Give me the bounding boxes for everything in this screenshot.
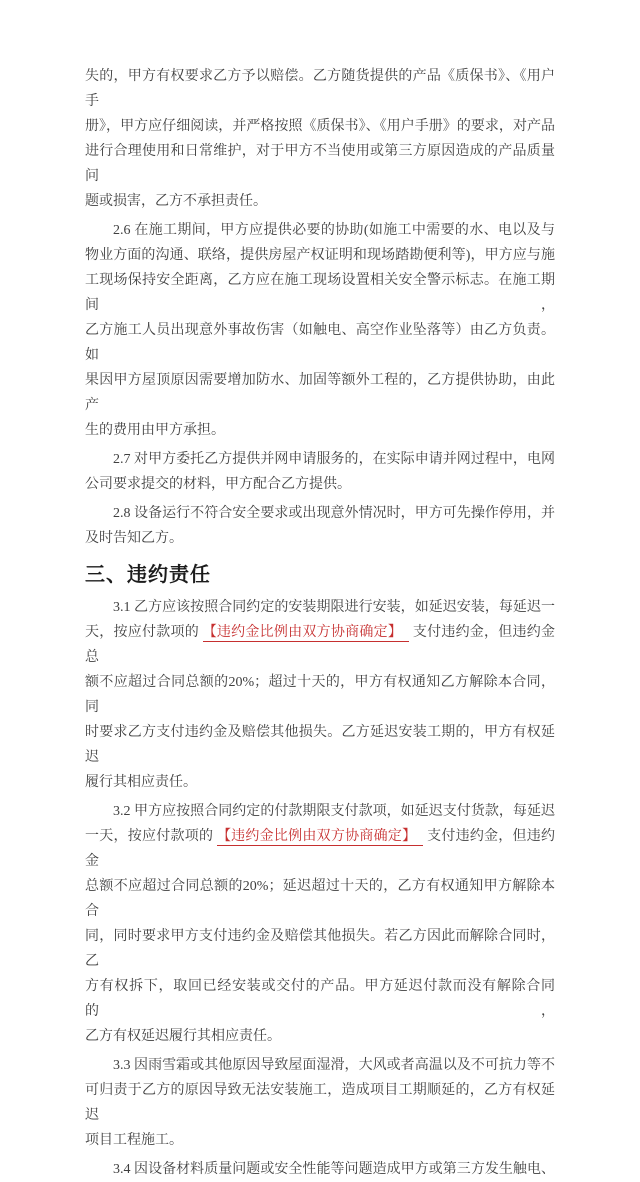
text-line: 2.8 设备运行不符合安全要求或出现意外情况时，甲方可先操作停用，并 bbox=[113, 506, 555, 521]
paragraph-3-3 bbox=[85, 1053, 555, 1153]
text-line bbox=[85, 620, 555, 670]
text-line: 3.4 因设备材料质量问题或安全性能等问题造成甲方或第三方发生触电、 bbox=[113, 1162, 555, 1177]
paragraph-quality-warranty-continuation bbox=[85, 64, 555, 214]
text-line: 同，同时要求甲方支付违约金及赔偿其他损失。若乙方因此而解除合同时，乙 bbox=[85, 929, 555, 969]
text-line bbox=[85, 824, 555, 874]
paragraph-3-2 bbox=[85, 799, 555, 1049]
text-line: 方有权拆下，取回已经安装或交付的产品。甲方延迟付款而没有解除合同的， bbox=[85, 979, 555, 1019]
text-line: 乙方施工人员出现意外事故伤害（如触电、高空作业坠落等）由乙方负责。如 bbox=[85, 323, 555, 363]
text-line: 果因甲方屋顶原因需要增加防水、加固等额外工程的，乙方提供协助，由此产 bbox=[85, 373, 555, 413]
negotiation-placeholder: 【违约金比例由双方协商确定】 bbox=[217, 829, 423, 846]
text-line: 及时告知乙方。 bbox=[85, 531, 183, 546]
text-segment: 一天，按应付款项的 bbox=[85, 829, 217, 844]
text-line: 生的费用由甲方承担。 bbox=[85, 423, 225, 438]
text-line: 3.3 因雨雪霜或其他原因导致屋面湿滑，大风或者高温以及不可抗力等不 bbox=[113, 1058, 555, 1073]
text-line: 物业方面的沟通、联络，提供房屋产权证明和现场踏勘便利等)，甲方应与施 bbox=[85, 248, 555, 263]
text-line: 工现场保持安全距离，乙方应在施工现场设置相关安全警示标志。在施工期间， bbox=[85, 273, 555, 313]
text-line: 时要求乙方支付违约金及赔偿其他损失。乙方延迟安装工期的，甲方有权延迟 bbox=[85, 725, 555, 765]
text-line: 2.7 对甲方委托乙方提供并网申请服务的，在实际申请并网过程中，电网 bbox=[113, 452, 555, 467]
text-line: 乙方有权延迟履行其相应责任。 bbox=[85, 1029, 281, 1044]
section-heading-breach-liability: 三、违约责任 bbox=[85, 562, 211, 586]
text-line: 公司要求提交的材料，甲方配合乙方提供。 bbox=[85, 477, 351, 492]
paragraph-2-8 bbox=[85, 501, 555, 551]
paragraph-3-4 bbox=[85, 1157, 555, 1182]
text-line: 题或损害，乙方不承担责任。 bbox=[85, 194, 267, 209]
text-segment: 支付违约金，但违约金总 bbox=[85, 625, 555, 665]
text-line: 2.6 在施工期间，甲方应提供必要的协助(如施工中需要的水、电以及与 bbox=[113, 223, 555, 238]
text-line: 履行其相应责任。 bbox=[85, 775, 197, 790]
text-line: 3.2 甲方应按照合同约定的付款期限支付款项，如延迟支付货款，每延迟 bbox=[113, 804, 555, 819]
text-segment: 天，按应付款项的 bbox=[85, 625, 203, 640]
text-line: 额不应超过合同总额的20%；超过十天的，甲方有权通知乙方解除本合同，同 bbox=[85, 675, 555, 715]
paragraph-2-7 bbox=[85, 447, 555, 497]
text-line: 进行合理使用和日常维护，对于甲方不当使用或第三方原因造成的产品质量问 bbox=[85, 144, 555, 184]
paragraph-3-1 bbox=[85, 595, 555, 795]
text-segment: 支付违约金，但违约金 bbox=[85, 829, 555, 869]
text-line: 可归责于乙方的原因导致无法安装施工，造成项目工期顺延的，乙方有权延迟 bbox=[85, 1083, 555, 1123]
text-line: 项目工程施工。 bbox=[85, 1133, 183, 1148]
text-line: 总额不应超过合同总额的20%；延迟超过十天的，乙方有权通知甲方解除本合 bbox=[85, 879, 555, 919]
text-line: 册》，甲方应仔细阅读，并严格按照《质保书》、《用户手册》的要求，对产品 bbox=[85, 119, 555, 134]
text-line: 3.1 乙方应该按照合同约定的安装期限进行安装，如延迟安装，每延迟一 bbox=[113, 600, 555, 615]
negotiation-placeholder: 【违约金比例由双方协商确定】 bbox=[203, 625, 409, 642]
text-line: 失的，甲方有权要求乙方予以赔偿。乙方随货提供的产品《质保书》、《用户手 bbox=[85, 69, 555, 109]
paragraph-2-6 bbox=[85, 218, 555, 443]
